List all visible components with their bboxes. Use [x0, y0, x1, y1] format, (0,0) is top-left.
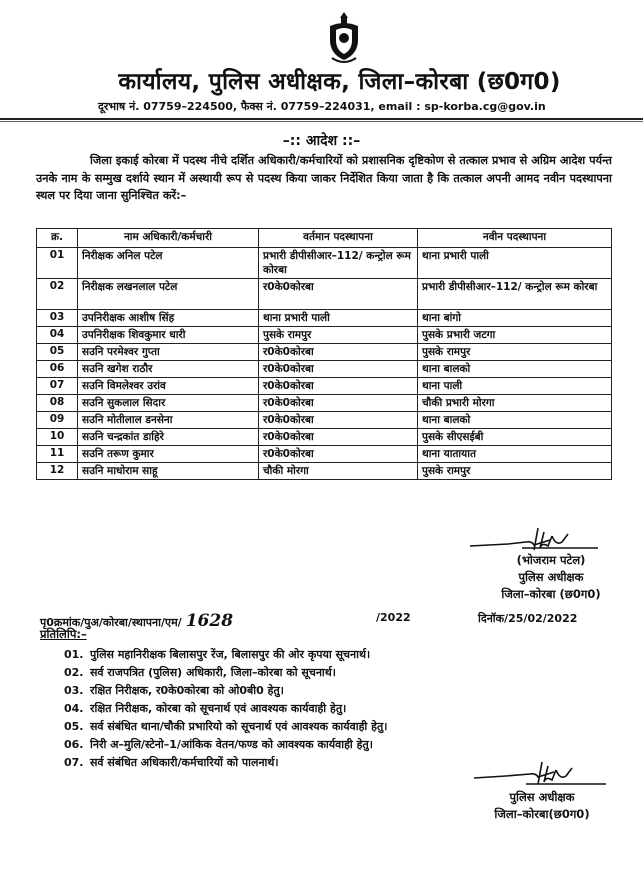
- table-row: [37, 395, 612, 412]
- list-item: [64, 646, 387, 664]
- row-serial: 07: [37, 378, 78, 395]
- header-serial: क्र.: [37, 229, 78, 248]
- item-text: सर्व राजपत्रित (पुलिस) अधिकारी, जिला–कोरबा को सूचनार्थ।: [90, 666, 336, 679]
- row-name: उपनिरीक्षक शिवकुमार धारी: [78, 327, 259, 344]
- table-row: [37, 327, 612, 344]
- row-serial: 09: [37, 412, 78, 429]
- item-text: सर्व संबंधित अधिकारी/कर्मचारियों को पालनार्थ।: [90, 756, 279, 769]
- item-number: 06.: [64, 738, 84, 751]
- header-current-posting: वर्तमान पदस्थापना: [259, 229, 418, 248]
- row-serial: 04: [37, 327, 78, 344]
- signatory-block: [496, 552, 606, 603]
- row-name: सउनि चन्द्रकांत डाहिरे: [78, 429, 259, 446]
- reference-year: /2022: [376, 611, 411, 624]
- row-new-posting: पुसके सीएसईबी: [418, 429, 612, 446]
- header-divider-thin: [0, 121, 643, 122]
- signatory-name: (भोजराम पटेल): [516, 553, 586, 567]
- table-row: [37, 344, 612, 361]
- row-current-posting: र0के0कोरबा: [259, 344, 418, 361]
- table-row: [37, 446, 612, 463]
- row-name: सउनि विमलेश्वर उरांव: [78, 378, 259, 395]
- reference-number: 1628: [185, 611, 234, 631]
- date-value: 25/02/2022: [508, 612, 578, 625]
- item-text: रक्षित निरीक्षक, र0के0कोरबा को ओ0बी0 हेतु।: [90, 684, 284, 697]
- row-serial: 10: [37, 429, 78, 446]
- header-name: नाम अधिकारी/कर्मचारी: [78, 229, 259, 248]
- table-row: [37, 248, 612, 279]
- row-name: सउनि माधोराम साहू: [78, 463, 259, 480]
- row-name: उपनिरीक्षक आशीष सिंह: [78, 310, 259, 327]
- posting-table: [36, 228, 612, 480]
- list-item: [64, 754, 387, 772]
- row-serial: 11: [37, 446, 78, 463]
- row-current-posting: र0के0कोरबा: [259, 412, 418, 429]
- list-item: [64, 700, 387, 718]
- item-number: 07.: [64, 756, 84, 769]
- row-new-posting: पुसके प्रभारी जटगा: [418, 327, 612, 344]
- row-name: सउनि खगेश राठौर: [78, 361, 259, 378]
- copies-list: [64, 646, 387, 772]
- police-emblem-icon: [322, 10, 366, 66]
- row-current-posting: पुसके रामपुर: [259, 327, 418, 344]
- header-divider: [0, 118, 643, 120]
- office-title: कार्यालय, पुलिस अधीक्षक, जिला–कोरबा (छ0ग0): [118, 69, 561, 95]
- row-new-posting: थाना बालको: [418, 412, 612, 429]
- row-serial: 08: [37, 395, 78, 412]
- reference-prefix: पृ0क्रमांक/पुअ/कोरबा/स्थापना/एम/: [40, 616, 182, 629]
- row-current-posting: थाना प्रभारी पाली: [259, 310, 418, 327]
- row-new-posting: थाना प्रभारी पाली: [418, 248, 612, 279]
- row-name: सउनि तरूण कुमार: [78, 446, 259, 463]
- row-name: सउनि परमेश्वर गुप्ता: [78, 344, 259, 361]
- table-row: [37, 412, 612, 429]
- item-number: 01.: [64, 648, 84, 661]
- order-heading: –:: आदेश ::–: [282, 133, 361, 149]
- row-current-posting: र0के0कोरबा: [259, 395, 418, 412]
- row-new-posting: थाना पाली: [418, 378, 612, 395]
- row-new-posting: थाना बालको: [418, 361, 612, 378]
- row-current-posting: र0के0कोरबा: [259, 446, 418, 463]
- table-row: [37, 378, 612, 395]
- row-serial: 05: [37, 344, 78, 361]
- table-row: [37, 463, 612, 480]
- final-district: जिला–कोरबा(छ0ग0): [494, 807, 590, 821]
- item-text: पुलिस महानिरीक्षक बिलासपुर रेंज, बिलासपुर की ओर कृपया सूचनार्थ।: [90, 648, 371, 661]
- row-new-posting: पुसके रामपुर: [418, 463, 612, 480]
- row-serial: 06: [37, 361, 78, 378]
- row-current-posting: र0के0कोरबा: [259, 279, 418, 310]
- list-item: [64, 736, 387, 754]
- item-number: 03.: [64, 684, 84, 697]
- contact-info: दूरभाष नं. 07759–224500, फैक्स नं. 07759–224031, email : sp-korba.cg@gov.in: [98, 100, 546, 113]
- item-text: निरी अ–मुलि/स्टेनो–1/आंकिक वेतन/फण्ड को आवश्यक कार्यवाही हेतु।: [90, 738, 373, 751]
- row-serial: 01: [37, 248, 78, 279]
- table-row: [37, 361, 612, 378]
- table-row: [37, 429, 612, 446]
- row-name: सउनि मोतीलाल डनसेना: [78, 412, 259, 429]
- row-current-posting: र0के0कोरबा: [259, 361, 418, 378]
- table-row: [37, 279, 612, 310]
- row-current-posting: चौकी मोरगा: [259, 463, 418, 480]
- row-current-posting: र0के0कोरबा: [259, 378, 418, 395]
- row-name: निरीक्षक अनिल पटेल: [78, 248, 259, 279]
- signatory-designation: पुलिस अधीक्षक: [518, 570, 584, 584]
- row-new-posting: प्रभारी डीपीसीआर–112/ कन्ट्रोल रूम कोरबा: [418, 279, 612, 310]
- list-item: [64, 664, 387, 682]
- signature-mark-2: [470, 760, 610, 792]
- item-text: सर्व संबंधित थाना/चौकी प्रभारियो को सूचनार्थ एवं आवश्यक कार्यवाही हेतु।: [90, 720, 388, 733]
- order-intro-paragraph: जिला इकाई कोरबा में पदस्थ नीचे दर्शित अधिकारी/कर्मचारियों को प्रशासनिक दृष्टिकोण से तत्काल प्रभाव से अग्रिम आदेश पर्यन्त उनके नाम के सम्मुख दर्शाये स्थान में अस्थायी रूप से पदस्थ किया जाकर निर्देशित किया जाता है कि तत्काल अपनी आमद नवीन पदस्थापना स्थल पर दिया जाना सुनिश्चित करें:–: [36, 154, 612, 202]
- final-signatory-block: [486, 789, 598, 823]
- item-number: 04.: [64, 702, 84, 715]
- row-name: निरीक्षक लखनलाल पटेल: [78, 279, 259, 310]
- list-item: [64, 682, 387, 700]
- row-new-posting: थाना बांगो: [418, 310, 612, 327]
- row-current-posting: र0के0कोरबा: [259, 429, 418, 446]
- signatory-district: जिला–कोरबा (छ0ग0): [501, 587, 601, 601]
- row-new-posting: थाना यातायात: [418, 446, 612, 463]
- final-designation: पुलिस अधीक्षक: [509, 790, 575, 804]
- item-number: 02.: [64, 666, 84, 679]
- signature-mark: [468, 522, 608, 556]
- copies-heading: प्रतिलिपि:–: [40, 627, 87, 641]
- row-serial: 03: [37, 310, 78, 327]
- table-row: [37, 310, 612, 327]
- row-serial: 02: [37, 279, 78, 310]
- row-serial: 12: [37, 463, 78, 480]
- row-name: सउनि सुकलाल सिदार: [78, 395, 259, 412]
- row-new-posting: पुसके रामपुर: [418, 344, 612, 361]
- table-header-row: [37, 229, 612, 248]
- header-new-posting: नवीन पदस्थापना: [418, 229, 612, 248]
- date-label: दिनॉक/: [478, 612, 509, 625]
- row-new-posting: चौकी प्रभारी मोरगा: [418, 395, 612, 412]
- item-number: 05.: [64, 720, 84, 733]
- item-text: रक्षित निरीक्षक, कोरबा को सूचनार्थ एवं आवश्यक कार्यवाही हेतु।: [90, 702, 347, 715]
- reference-date: [478, 611, 577, 626]
- list-item: [64, 718, 387, 736]
- row-current-posting: प्रभारी डीपीसीआर–112/ कन्ट्रोल रूम कोरबा: [259, 248, 418, 279]
